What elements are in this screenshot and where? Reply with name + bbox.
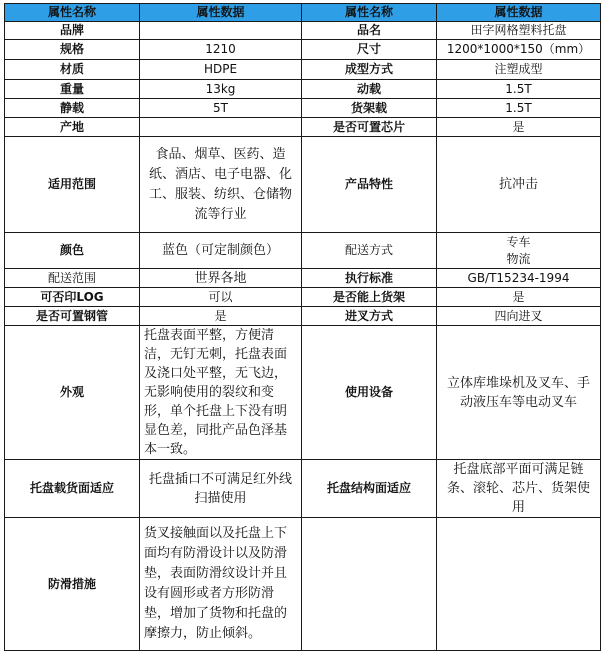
- label-load-surface: 托盘载货面适应: [5, 460, 140, 518]
- header-attr-name-2: 属性名称: [302, 4, 437, 22]
- value-appearance: 托盘表面平整，方便清洁，无钉无刺，托盘表面及浇口处平整，无飞边，无影响使用的裂纹和变形，单个托盘上下没有明显色差，同批产品色泽基本一致。: [140, 326, 302, 460]
- value-load-surface: 托盘插口不可满足红外线扫描使用: [140, 460, 302, 518]
- table-row: [5, 307, 601, 326]
- table-row: [5, 288, 601, 307]
- table-row: [5, 326, 601, 460]
- value-size: 1200*1000*150（mm）: [437, 40, 601, 60]
- value-delivery: [437, 233, 601, 269]
- label-scope: 适用范围: [5, 137, 140, 233]
- product-spec-table: [4, 3, 601, 651]
- label-delivery: 配送方式: [302, 233, 437, 269]
- value-rack: 是: [437, 288, 601, 307]
- value-fork-entry: 四向进叉: [437, 307, 601, 326]
- label-rack: 是否能上货架: [302, 288, 437, 307]
- label-molding: 成型方式: [302, 60, 437, 80]
- label-color: 颜色: [5, 233, 140, 269]
- table-row: [5, 80, 601, 99]
- empty-cell: [437, 518, 601, 651]
- value-anti-slip: 货叉接触面以及托盘上下面均有防滑设计以及防滑垫，表面防滑纹设计并且设有圆形或者方形防滑垫，增加了货物和托盘的摩擦力，防止倾斜。: [140, 518, 302, 651]
- label-steel-tube: 是否可置钢管: [5, 307, 140, 326]
- value-dynamic-load: 1.5T: [437, 80, 601, 99]
- label-size: 尺寸: [302, 40, 437, 60]
- empty-cell: [302, 518, 437, 651]
- header-attr-name-1: 属性名称: [5, 4, 140, 22]
- delivery-option-truck: 专车: [506, 234, 531, 249]
- value-chip: 是: [437, 118, 601, 137]
- table-row: [5, 518, 601, 651]
- table-row: [5, 60, 601, 80]
- table-row: [5, 22, 601, 40]
- value-origin: [140, 118, 302, 137]
- label-appearance: 外观: [5, 326, 140, 460]
- table-row: [5, 118, 601, 137]
- label-equipment: 使用设备: [302, 326, 437, 460]
- label-dynamic-load: 动载: [302, 80, 437, 99]
- value-features: 抗冲击: [437, 137, 601, 233]
- value-material: HDPE: [140, 60, 302, 80]
- value-steel-tube: 是: [140, 307, 302, 326]
- value-structure-surface: 托盘底部平面可满足链条、滚轮、芯片、货架使用: [437, 460, 601, 518]
- table-row: [5, 99, 601, 118]
- value-standard: GB/T15234-1994: [437, 269, 601, 288]
- label-origin: 产地: [5, 118, 140, 137]
- label-anti-slip: 防滑措施: [5, 518, 140, 651]
- label-weight: 重量: [5, 80, 140, 99]
- table-row: [5, 269, 601, 288]
- table-row: [5, 40, 601, 60]
- value-product-name: 田字网格塑料托盘: [437, 22, 601, 40]
- header-attr-data-1: 属性数据: [140, 4, 302, 22]
- label-structure-surface: 托盘结构面适应: [302, 460, 437, 518]
- label-rack-load: 货架载: [302, 99, 437, 118]
- header-attr-data-2: 属性数据: [437, 4, 601, 22]
- table-header-row: [5, 4, 601, 22]
- value-delivery-range: 世界各地: [140, 269, 302, 288]
- label-material: 材质: [5, 60, 140, 80]
- value-logo: 可以: [140, 288, 302, 307]
- value-equipment: 立体库堆垛机及叉车、手动液压车等电动叉车: [437, 326, 601, 460]
- value-static-load: 5T: [140, 99, 302, 118]
- label-static-load: 静载: [5, 99, 140, 118]
- label-delivery-range: 配送范围: [5, 269, 140, 288]
- table-row: [5, 233, 601, 269]
- label-logo: 可否印LOG: [5, 288, 140, 307]
- label-product-name: 品名: [302, 22, 437, 40]
- table-row: [5, 460, 601, 518]
- value-weight: 13kg: [140, 80, 302, 99]
- label-fork-entry: 进叉方式: [302, 307, 437, 326]
- value-scope: 食品、烟草、医药、造纸、酒店、电子电器、化工、服装、纺织、仓储物流等行业: [140, 137, 302, 233]
- value-spec: 1210: [140, 40, 302, 60]
- label-standard: 执行标准: [302, 269, 437, 288]
- label-brand: 品牌: [5, 22, 140, 40]
- label-features: 产品特性: [302, 137, 437, 233]
- delivery-option-logistics: 物流: [506, 251, 531, 266]
- value-color: 蓝色（可定制颜色）: [140, 233, 302, 269]
- table-row: [5, 137, 601, 233]
- label-spec: 规格: [5, 40, 140, 60]
- value-brand: [140, 22, 302, 40]
- value-molding: 注塑成型: [437, 60, 601, 80]
- value-rack-load: 1.5T: [437, 99, 601, 118]
- label-chip: 是否可置芯片: [302, 118, 437, 137]
